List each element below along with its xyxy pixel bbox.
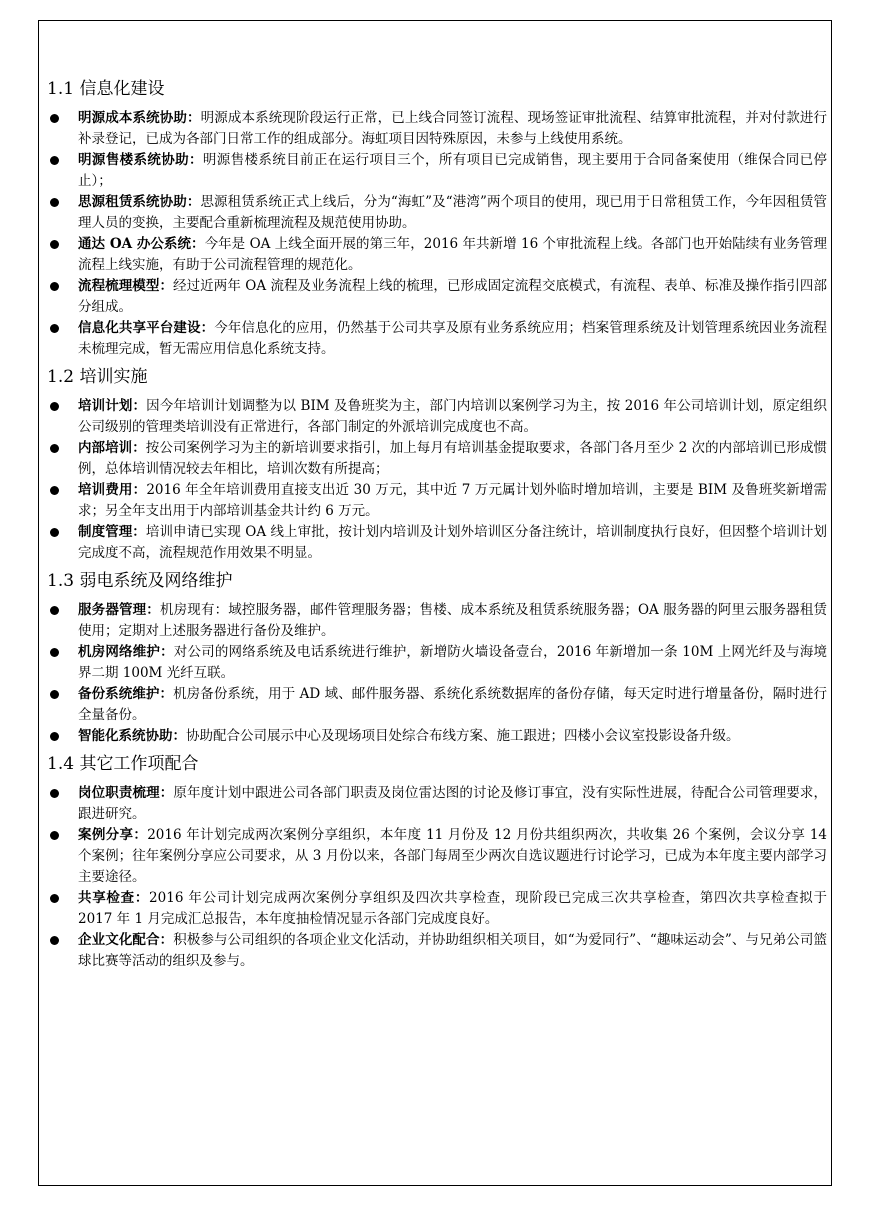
- item-text: 2016 年计划完成两次案例分享组织，本年度 11 月份及 12 月份共组织两次，共收集 26 个案例，会议分享 14 个案例；往年案例分享应公司要求，从 3 月份以来，各部门每周至少两次自选议题进行讨论学习，已成为本年度主要内部学习主要途径。: [78, 827, 828, 885]
- bullet-icon: [50, 324, 59, 333]
- list-item: [47, 108, 827, 150]
- item-term: 培训计划：: [78, 398, 147, 414]
- bullet-list: [47, 396, 827, 564]
- section-title: 培训实施: [79, 367, 148, 387]
- list-item: [47, 930, 827, 972]
- item-term: 明源成本系统协助：: [78, 110, 201, 126]
- item-term: 企业文化配合：: [78, 932, 174, 948]
- item-term: 备份系统维护：: [78, 686, 174, 702]
- item-text: 明源售楼系统目前正在运行项目三个，所有项目已完成销售，现主要用于合同备案使用（维保合同已停止）；: [78, 152, 828, 189]
- item-text: 对公司的网络系统及电话系统进行维护，新增防火墙设备壹台，2016 年新增加一条 10M 上网光纤及与海境界二期 100M 光纤互联。: [78, 644, 828, 681]
- list-item: [47, 438, 827, 480]
- section-heading: [47, 76, 827, 102]
- section-number: 1.2: [47, 367, 75, 387]
- list-item: [47, 480, 827, 522]
- section-heading: [47, 751, 827, 777]
- bullet-icon: [50, 936, 59, 945]
- list-item: [47, 192, 827, 234]
- bullet-icon: [50, 690, 59, 699]
- bullet-icon: [50, 156, 59, 165]
- bullet-list: [47, 783, 827, 972]
- item-term: 岗位职责梳理：: [78, 785, 174, 801]
- bullet-list: [47, 600, 827, 747]
- item-text: 今年信息化的应用，仍然基于公司共享及原有业务系统应用；档案管理系统及计划管理系统因业务流程未梳理完成，暂无需应用信息化系统支持。: [78, 320, 828, 357]
- bullet-icon: [50, 831, 59, 840]
- list-item: [47, 684, 827, 726]
- list-item: [47, 642, 827, 684]
- section-number: 1.3: [47, 571, 75, 591]
- bullet-icon: [50, 606, 59, 615]
- bullet-icon: [50, 894, 59, 903]
- section-training: [47, 364, 827, 564]
- item-text: 思源租赁系统正式上线后，分为“海虹”及“港湾”两个项目的使用，现已用于日常租赁工作，今年因租赁管理人员的变换，主要配合重新梳理流程及规范使用协助。: [78, 194, 828, 231]
- item-text: 2016 年全年培训费用直接支出近 30 万元，其中近 7 万元属计划外临时增加培训，主要是 BIM 及鲁班奖新增需求；另全年支出用于内部培训基金共计约 6 万元。: [78, 482, 827, 519]
- item-term: 智能化系统协助：: [78, 728, 186, 744]
- list-item: [47, 318, 827, 360]
- section-number: 1.4: [47, 754, 75, 774]
- section-heading: [47, 364, 827, 390]
- list-item: [47, 888, 827, 930]
- section-title: 弱电系统及网络维护: [79, 571, 233, 591]
- item-text: 今年是 OA 上线全面开展的第三年，2016 年共新增 16 个审批流程上线。各部门也开始陆续有业务管理流程上线实施，有助于公司流程管理的规范化。: [78, 236, 827, 273]
- bullet-icon: [50, 402, 59, 411]
- bullet-list: [47, 108, 827, 360]
- bullet-icon: [50, 528, 59, 537]
- bullet-icon: [50, 444, 59, 453]
- item-term: 制度管理：: [78, 524, 146, 540]
- bullet-icon: [50, 282, 59, 291]
- item-text: 原年度计划中跟进公司各部门职责及岗位雷达图的讨论及修订事宜，没有实际性进展，待配合公司管理要求，跟进研究。: [78, 785, 827, 822]
- bullet-icon: [50, 732, 59, 741]
- list-item: [47, 783, 827, 825]
- item-term: 培训费用：: [78, 482, 147, 498]
- list-item: [47, 825, 827, 888]
- item-term: 思源租赁系统协助：: [78, 194, 201, 210]
- list-item: [47, 396, 827, 438]
- item-term: 通达 OA 办公系统：: [78, 236, 205, 252]
- list-item: [47, 726, 827, 747]
- bullet-icon: [50, 789, 59, 798]
- section-info-construction: [47, 76, 827, 360]
- item-text: 经过近两年 OA 流程及业务流程上线的梳理，已形成固定流程交底模式，有流程、表单、标准及操作指引四部分组成。: [78, 278, 827, 315]
- section-number: 1.1: [47, 79, 75, 99]
- item-term: 共享检查：: [78, 890, 150, 906]
- list-item: [47, 234, 827, 276]
- item-text: 培训申请已实现 OA 线上审批，按计划内培训及计划外培训区分备注统计，培训制度执行良好，但因整个培训计划完成度不高，流程规范作用效果不明显。: [78, 524, 828, 561]
- list-item: [47, 522, 827, 564]
- section-heading: [47, 568, 827, 594]
- bullet-icon: [50, 114, 59, 123]
- item-term: 内部培训：: [78, 440, 146, 456]
- list-item: [47, 150, 827, 192]
- item-term: 机房网络维护：: [78, 644, 174, 660]
- item-text: 协助配合公司展示中心及现场项目处综合布线方案、施工跟进；四楼小会议室投影设备升级。: [186, 728, 740, 744]
- list-item: [47, 276, 827, 318]
- document-body: [47, 76, 827, 976]
- bullet-icon: [50, 648, 59, 657]
- item-text: 机房现有：域控服务器，邮件管理服务器；售楼、成本系统及租赁系统服务器；OA 服务器的阿里云服务器租赁使用；定期对上述服务器进行备份及维护。: [78, 602, 827, 639]
- section-title: 其它工作项配合: [79, 754, 199, 774]
- item-text: 2016 年公司计划完成两次案例分享组织及四次共享检查，现阶段已完成三次共享检查，第四次共享检查拟于 2017 年 1 月完成汇总报告，本年度抽检情况显示各部门完成度良好。: [78, 890, 828, 927]
- item-term: 案例分享：: [78, 827, 148, 843]
- bullet-icon: [50, 198, 59, 207]
- bullet-icon: [50, 240, 59, 249]
- item-text: 明源成本系统现阶段运行正常，已上线合同签订流程、现场签证审批流程、结算审批流程，并对付款进行补录登记，已成为各部门日常工作的组成部分。海虹项目因特殊原因，未参与上线使用系统。: [78, 110, 828, 147]
- section-network: [47, 568, 827, 747]
- list-item: [47, 600, 827, 642]
- item-text: 积极参与公司组织的各项企业文化活动，并协助组织相关项目，如“为爱同行”、“趣味运动会”、与兄弟公司篮球比赛等活动的组织及参与。: [78, 932, 828, 969]
- item-text: 按公司案例学习为主的新培训要求指引，加上每月有培训基金提取要求，各部门各月至少 2 次的内部培训已形成惯例，总体培训情况较去年相比，培训次数有所提高；: [78, 440, 828, 477]
- item-term: 信息化共享平台建设：: [78, 320, 215, 336]
- item-term: 服务器管理：: [78, 602, 160, 618]
- item-term: 流程梳理模型：: [78, 278, 174, 294]
- item-text: 机房备份系统，用于 AD 域、邮件服务器、系统化系统数据库的备份存储，每天定时进行增量备份，隔时进行全量备份。: [78, 686, 828, 723]
- section-title: 信息化建设: [79, 79, 165, 99]
- item-text: 因今年培训计划调整为以 BIM 及鲁班奖为主，部门内培训以案例学习为主，按 2016 年公司培训计划，原定组织公司级别的管理类培训没有正常进行，各部门制定的外派培训完成度也不高。: [78, 398, 827, 435]
- item-term: 明源售楼系统协助：: [78, 152, 203, 168]
- bullet-icon: [50, 486, 59, 495]
- section-other-work: [47, 751, 827, 972]
